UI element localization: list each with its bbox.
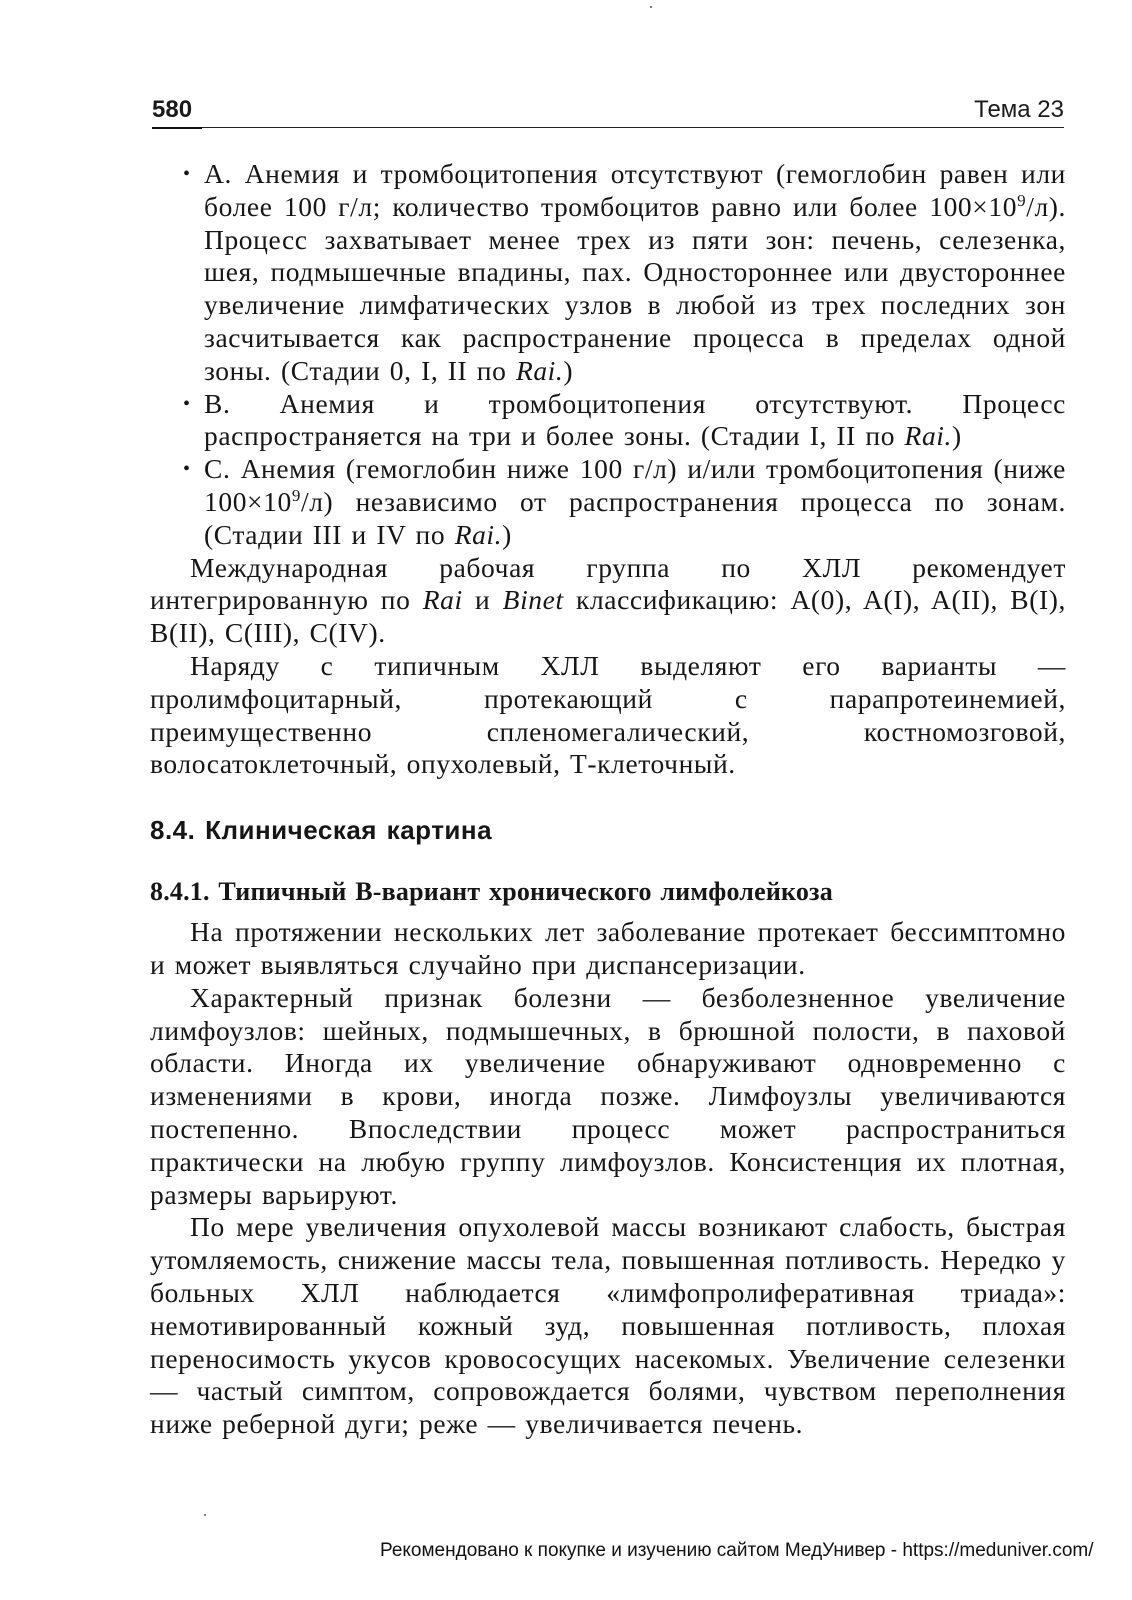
text-run: /л). Процесс захватывает менее трех из пяти зон: печень, селезенка, шея, подмышечные впадины, пах. Одностороннее или двустороннее увеличение лимфатических узлов в любой из трех последних зон засчитывается как распространение процесса в пределах одной зоны. (Стадии 0, I, II по [204, 190, 1066, 386]
text-run: ) [502, 518, 512, 550]
main-text [150, 158, 1066, 1441]
paragraph: Характерный признак болезни — безболезненное увеличение лимфоузлов: шейных, подмышечных, в брюшной полости, в паховой области. Иногда их увеличение обнаруживают одновременно с изменениями в крови, иногда позже. Лимфоузлы увеличиваются постепенно. Впоследствии процесс может распространиться практически на любую группу лимфоузлов. Консистенция их плотная, размеры варьируют. [150, 981, 1066, 1210]
italic-term: Rai. [515, 354, 564, 386]
header-rule-accent [152, 127, 202, 129]
text-run: С. Анемия (гемоглобин ниже 100 г/л) и/или тромбоцитопения (ниже 100×10 [204, 453, 1066, 517]
text-run: А. Анемия и тромбоцитопения отсутствуют (гемоглобин равен или более 100 г/л; количество тромбоцитов равно или более 100×10 [204, 158, 1066, 222]
text-run: /л) независимо от распространения процесса по зонам. (Стадии III и IV по [204, 485, 1066, 550]
bullet-mark: • [183, 392, 191, 415]
classification-list [150, 158, 1066, 552]
page-header [152, 92, 1064, 132]
text-run: Международная рабочая группа по ХЛЛ рекомендует интегрированную по [150, 551, 1066, 616]
paragraph [150, 552, 1066, 650]
superscript: 9 [291, 485, 301, 505]
bullet-mark: • [183, 458, 191, 481]
page-number: 580 [152, 96, 193, 123]
header-rule [152, 127, 1064, 128]
text-run: В. Анемия и тромбоцитопения отсутствуют. Процесс распространяется на три и более зоны. (Стадии I, II по [204, 387, 1066, 452]
section-title: 8.4. Клиническая картина [150, 815, 493, 846]
text-run: и [462, 584, 503, 616]
paragraph: На протяжении нескольких лет заболевание протекает бессимптомно и может выявляться случайно при диспансеризации. [150, 916, 1066, 980]
text-run: классификацию: A(0), A(I), A(II), B(I), B(II), C(III), C(IV). [150, 584, 1066, 649]
paragraphs-after [150, 916, 1066, 1441]
paragraphs-before [150, 552, 1066, 782]
scan-speck [204, 1514, 206, 1516]
italic-term: Rai. [904, 420, 953, 452]
paragraph: По мере увеличения опухолевой массы возникают слабость, быстрая утомляемость, снижение массы тела, повышенная потливость. Нередко у больных ХЛЛ наблюдается «лимфопролиферативная триада»: немотивированный кожный зуд, повышенная потливость, плохая переносимость укусов кровососущих насекомых. Увеличение селезенки — частый симптом, сопровождается болями, чувством переполнения ниже реберной дуги; реже — увеличивается печень. [150, 1211, 1066, 1440]
text-run: ) [952, 420, 962, 452]
paragraph [150, 650, 1066, 781]
scan-speck [650, 6, 652, 8]
italic-term: Rai. [454, 518, 503, 550]
subsection-title: 8.4.1. Типичный В-вариант хронического лимфолейкоза [150, 877, 833, 907]
list-item [150, 388, 1066, 454]
running-title: Тема 23 [974, 96, 1064, 123]
italic-term: Rai [422, 584, 463, 616]
italic-term: Binet [502, 584, 564, 616]
bullet-mark: • [183, 163, 191, 185]
text-run: ) [563, 354, 574, 386]
text-run: Наряду с типичным ХЛЛ выделяют его варианты — пролимфоцитарный, протекающий с парапротеинемией, преимущественно спленомегалический, костномозговой, волосатоклеточный, опухолевый, Т-клеточный. [150, 649, 1066, 780]
footer-note: Рекомендовано к покупке и изучению сайтом МедУнивер - https://meduniver.com/ [380, 1540, 1094, 1561]
superscript: 9 [1017, 190, 1027, 210]
list-item [150, 158, 1066, 388]
list-item [150, 453, 1066, 551]
